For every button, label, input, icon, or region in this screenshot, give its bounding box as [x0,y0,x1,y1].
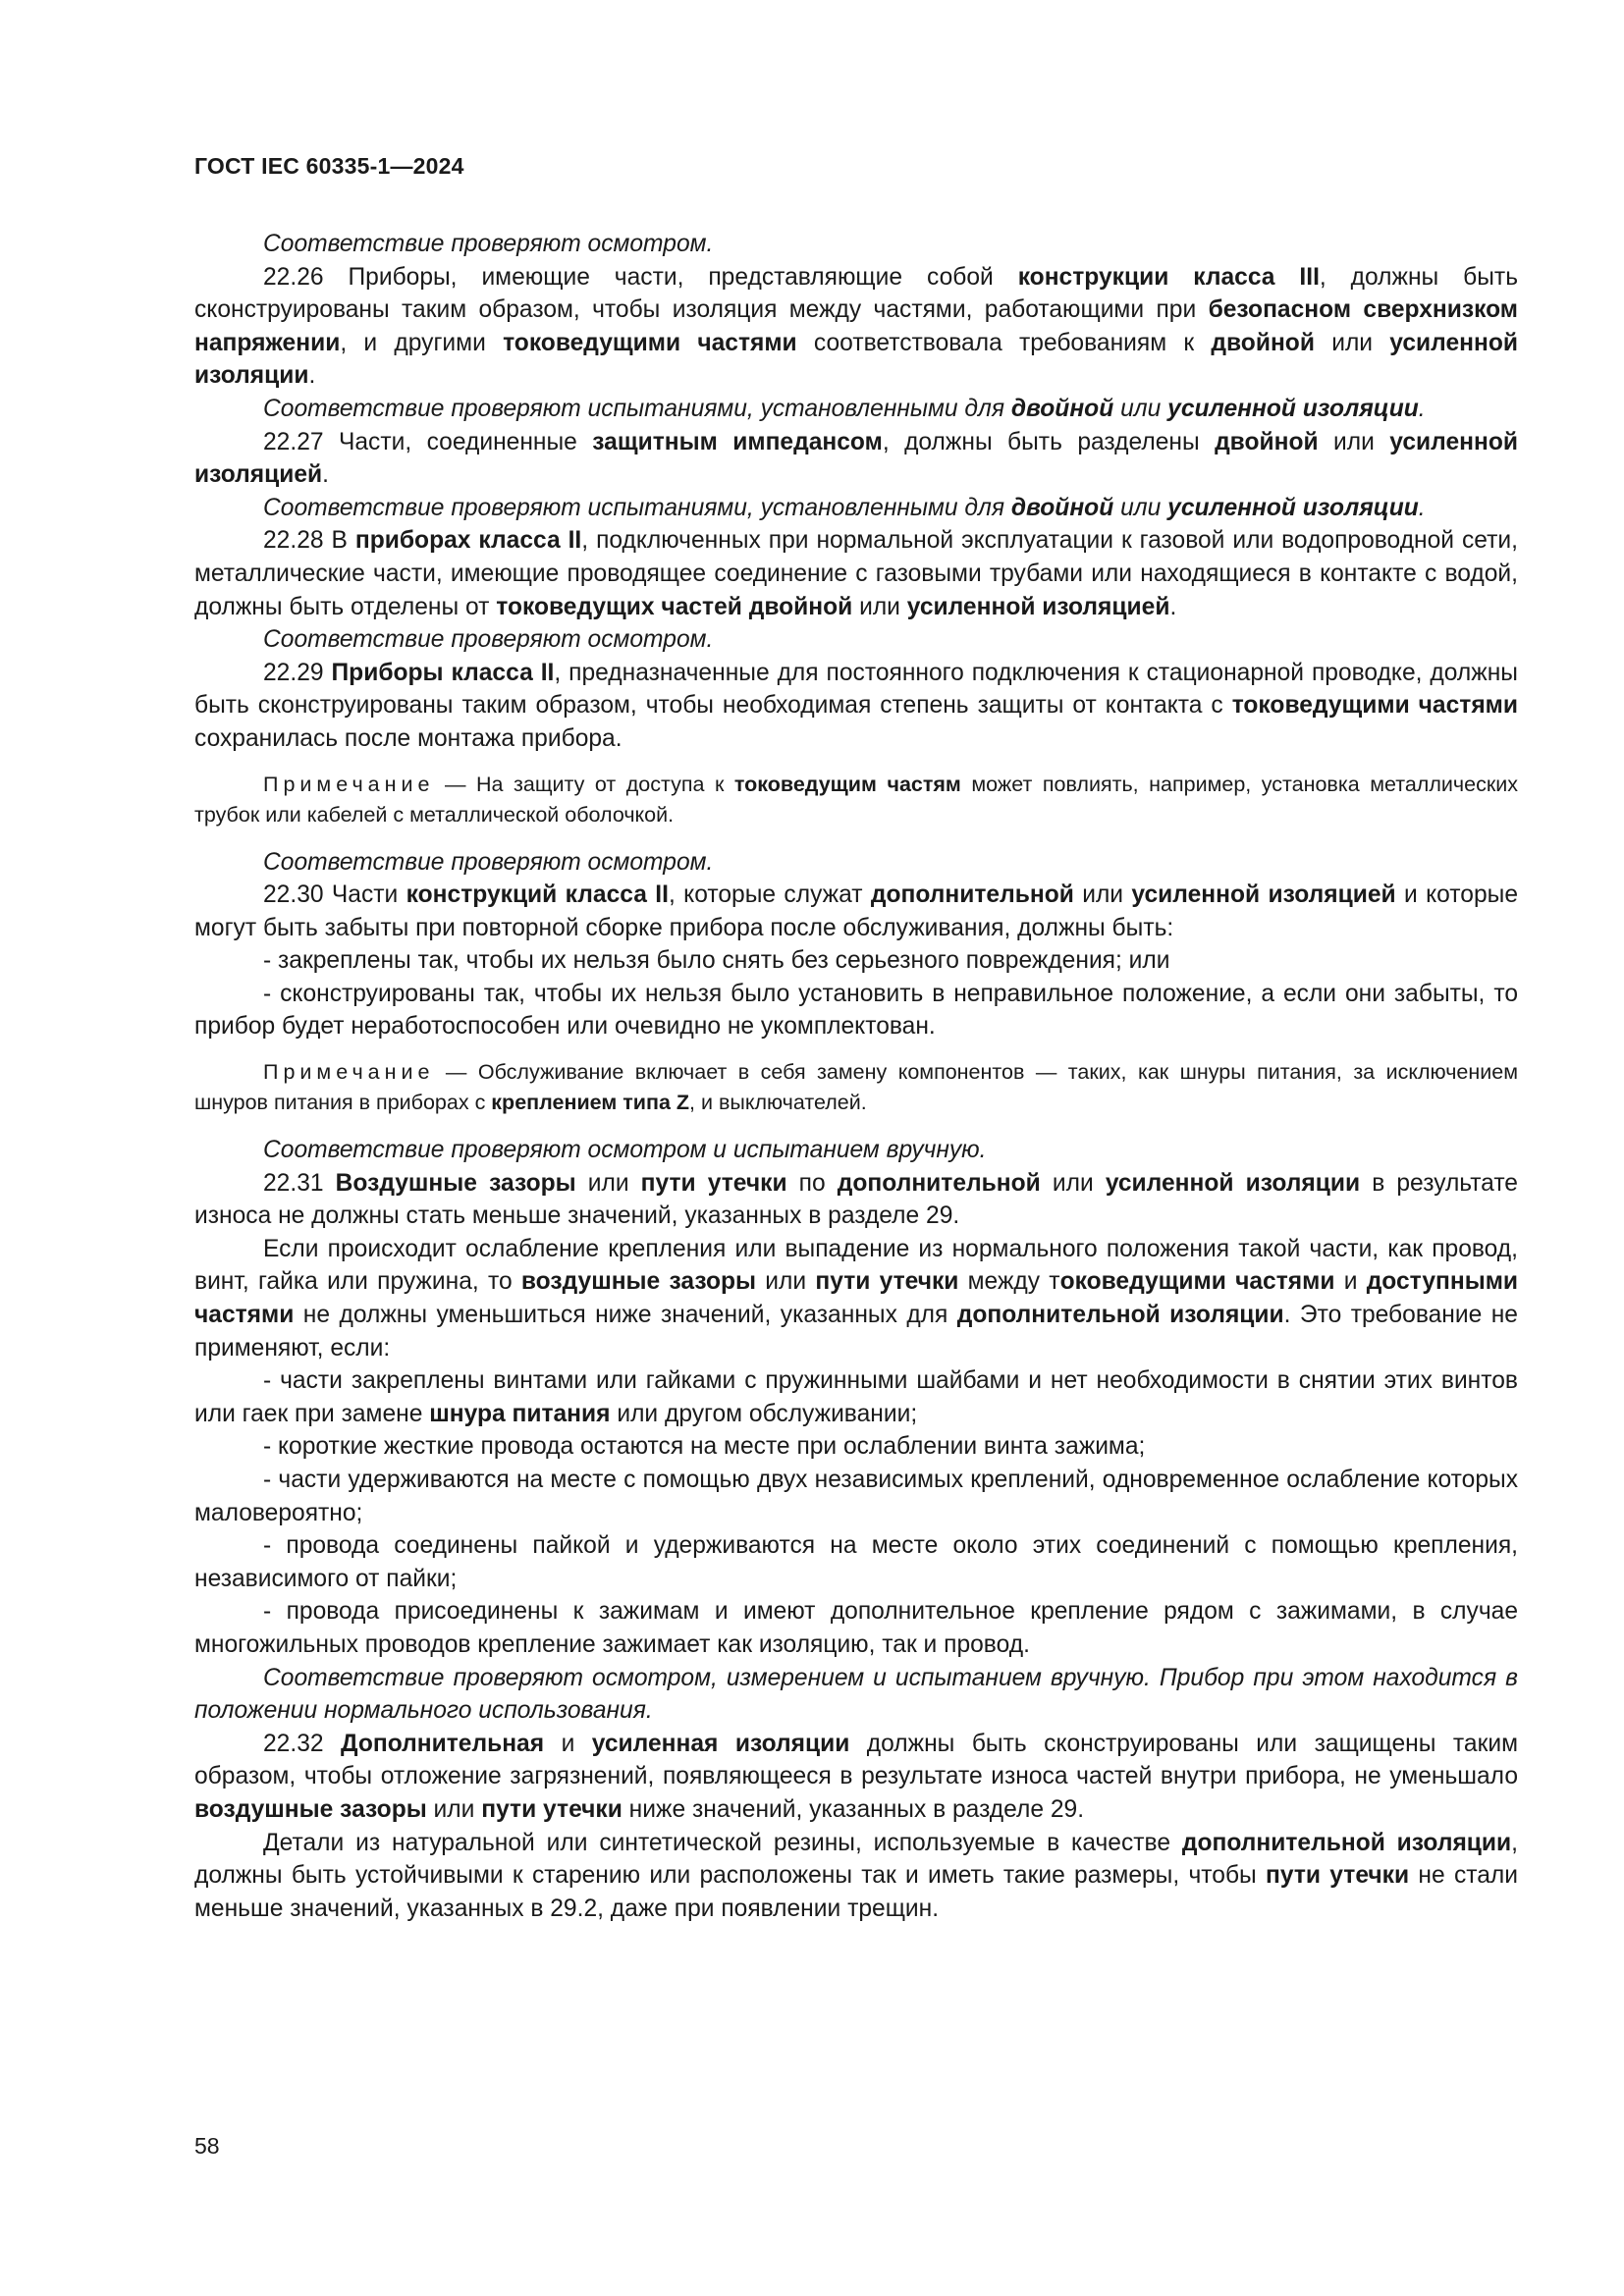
text-run: Соответствие проверяют испытаниями, установленными для [263,395,1011,422]
bold-term: двойной [1010,494,1114,521]
text-run: между т [958,1268,1060,1296]
text-run: в результате износа не должны стать меньше значений, указанных в разделе 29. [194,1169,1518,1230]
bold-term: Дополнительная [341,1730,545,1757]
page-number: 58 [194,2133,220,2159]
clause-paragraph [194,978,1518,1043]
text-run: или [756,1268,816,1296]
bold-term: усиленной изоляции [1167,395,1419,422]
text-run: или [575,1169,641,1197]
text-run: Соответствие проверяют осмотром и испытанием вручную. [263,1137,987,1164]
text-run: , должны быть устойчивыми к старению или расположены так и иметь такие размеры, чтобы [194,1829,1519,1890]
text-run: , которые служат [668,881,871,909]
text-run: должны быть сконструированы или защищены таким образом, чтобы отложение загрязнений, появляющееся в результате износа частей внутри прибора, не уменьшало [194,1730,1518,1790]
clause-paragraph [194,1233,1518,1364]
compliance-paragraph [194,846,1518,880]
text-run: . [322,461,329,489]
note-paragraph [194,1057,1518,1118]
bold-term: доступными частями [194,1268,1519,1329]
bold-term: усиленной изоляцией [194,428,1518,489]
text-run: - части закреплены винтами или гайками с пружинными шайбами и нет необходимости в снятии этих винтов или гаек при замене [194,1367,1518,1427]
text-run: Примечание [263,772,435,796]
text-run: или [852,593,907,620]
text-run: . [1169,593,1177,620]
text-run: Соответствие проверяют осмотром. [263,231,714,257]
text-run: . Это требование не применяют, если: [194,1302,1518,1362]
text-run: может повлиять, например, установка металлических трубок или кабелей с металлической оболочкой. [194,772,1518,827]
text-run: , и другими [340,329,504,356]
bold-term: пути утечки [481,1795,623,1823]
clause-paragraph [194,657,1518,756]
compliance-paragraph [194,623,1518,657]
text-run: 22.28 В [263,527,355,555]
bold-term: двойной [1010,395,1114,422]
text-run: или [1318,428,1390,455]
bold-term: дополнительной [870,881,1074,909]
text-run: , должны быть сконструированы таким образом, чтобы изоляция между частями, работающими при [194,263,1519,324]
text-run: по [786,1169,838,1197]
clause-paragraph [194,1430,1518,1464]
text-run: или [1113,494,1168,521]
text-run: или [426,1795,482,1823]
text-run: или [1040,1169,1106,1197]
text-run: 22.32 [263,1730,342,1757]
clause-paragraph [194,879,1518,944]
text-run: , предназначенные для постоянного подключения к стационарной проводке, должны быть сконструированы таким образом, чтобы необходимая степень защиты от контакта с [194,659,1518,720]
bold-term: токоведущими частями [1231,692,1518,720]
clause-paragraph [194,1167,1518,1233]
bold-term: усиленная изоляции [591,1730,850,1757]
bold-term: пути утечки [1266,1862,1410,1890]
text-run: 22.30 Части [263,881,406,909]
text-run: - закреплены так, чтобы их нельзя было снять без серьезного повреждения; или [263,947,1170,975]
bold-term: конструкций класса II [406,881,669,909]
clause-paragraph [194,1827,1518,1926]
text-run: - сконструированы так, чтобы их нельзя было установить в неправильное положение, а если они забыты, то прибор будет неработоспособен или очевидно не укомплектован. [194,980,1518,1041]
text-run: 22.27 Части, соединенные [263,428,593,455]
text-run: или [1314,329,1390,356]
text-run: — На защиту от доступа к [434,772,734,796]
text-run: , должны быть разделены [882,428,1216,455]
text-run: или [1073,881,1132,909]
text-run: ниже значений, указанных в разделе 29. [622,1795,1085,1823]
text-run: - части удерживаются на месте с помощью двух независимых креплений, одновременное ослабление которых маловероятно; [194,1467,1518,1526]
bold-term: Приборы класса II [331,659,555,686]
text-run: — Обслуживание включает в себя замену компонентов — таких, как шнуры питания, за исключением шнуров питания в приборах с [194,1060,1518,1115]
bold-term: токоведущих частей двойной [496,593,853,620]
clause-paragraph [194,1529,1518,1595]
bold-term: усиленной изоляцией [1131,881,1396,909]
clause-paragraph [194,524,1518,623]
text-run: 22.26 Приборы, имеющие части, представляющие собой [263,263,1018,291]
clause-paragraph [194,1595,1518,1661]
clause-paragraph [194,944,1518,978]
bold-term: пути утечки [815,1268,959,1296]
bold-term: усиленной изоляцией [906,593,1170,620]
clause-paragraph [194,261,1518,393]
bold-term: креплением типа Z [491,1091,690,1115]
text-run: . [1418,494,1426,521]
bold-term: Воздушные зазоры [335,1169,576,1197]
bold-term: воздушные зазоры [194,1795,427,1823]
text-run: - провода соединены пайкой и удерживаются на месте около этих соединений с помощью крепления, независимого от пайки; [194,1532,1518,1592]
compliance-paragraph [194,1134,1518,1167]
text-run: Соответствие проверяют осмотром. [263,848,714,876]
text-run: . [308,362,316,390]
text-run: или другом обслуживании; [610,1400,918,1427]
bold-term: дополнительной [837,1169,1041,1197]
compliance-paragraph [194,492,1518,525]
compliance-paragraph [194,1662,1518,1728]
document-body [194,228,1518,1925]
text-run: и [544,1730,592,1757]
text-run: 22.31 [263,1169,336,1197]
bold-term: усиленной изоляции [1167,494,1419,521]
text-run: и [1334,1268,1367,1296]
bold-term: дополнительной изоляции [1181,1829,1512,1856]
clause-paragraph [194,1364,1518,1430]
bold-term: токоведущими частями [503,329,797,356]
bold-term: шнура питания [429,1400,611,1427]
text-run: или [1113,395,1168,422]
text-run: 22.29 [263,659,332,686]
bold-term: усиленной изоляции [194,329,1518,390]
text-run: Детали из натуральной или синтетической резины, используемые в качестве [263,1829,1182,1856]
bold-term: воздушные зазоры [520,1268,757,1296]
text-run: соответствовала требованиям к [796,329,1212,356]
text-run: не должны уменьшиться ниже значений, указанных для [294,1302,957,1329]
clause-paragraph [194,1728,1518,1827]
text-run: не стали меньше значений, указанных в 29.2, даже при появлении трещин. [194,1862,1519,1922]
text-run: Соответствие проверяют осмотром, измерением и испытанием вручную. Прибор при этом находится в положении нормального использования. [194,1664,1518,1725]
bold-term: пути утечки [640,1169,787,1197]
text-run: Соответствие проверяют испытаниями, установленными для [263,494,1011,521]
text-run: . [1418,395,1426,422]
bold-term: дополнительной изоляции [956,1302,1284,1329]
bold-term: токоведущим частям [733,772,961,796]
text-run: , подключенных при нормальной эксплуатации к газовой или водопроводной сети, металлические части, имеющие проводящее соединение с газовыми трубами или находящиеся в контакте с водой, должны быть отделены от [194,527,1518,620]
bold-term: оковедущими частями [1059,1268,1335,1296]
text-run: - короткие жесткие провода остаются на месте при ослаблении винта зажима; [263,1433,1146,1461]
text-run: , и выключателей. [689,1091,867,1115]
clause-paragraph [194,426,1518,492]
text-run: Если происходит ослабление крепления или выпадение из нормального положения такой части, как провод, винт, гайка или пружина, то [194,1235,1518,1296]
text-run: сохранилась после монтажа прибора. [194,724,623,752]
compliance-paragraph [194,228,1518,261]
bold-term: усиленной изоляции [1105,1169,1361,1197]
bold-term: двойной [1215,428,1319,455]
note-paragraph [194,770,1518,830]
bold-term: защитным импедансом [592,428,883,455]
bold-term: двойной [1211,329,1315,356]
text-run: - провода присоединены к зажимам и имеют дополнительное крепление рядом с зажимами, в случае многожильных проводов крепление зажимает как изоляцию, так и провод. [194,1598,1518,1658]
clause-paragraph [194,1464,1518,1529]
bold-term: конструкции класса III [1017,263,1320,291]
bold-term: приборах класса II [354,527,582,555]
text-run: Примечание [263,1060,435,1085]
text-run: Соответствие проверяют осмотром. [263,626,714,654]
document-header: ГОСТ IEC 60335-1—2024 [194,153,464,179]
text-run: и которые могут быть забыты при повторной сборке прибора после обслуживания, должны быть: [194,881,1518,941]
bold-term: безопасном сверхнизком напряжении [194,296,1518,356]
compliance-paragraph [194,393,1518,426]
